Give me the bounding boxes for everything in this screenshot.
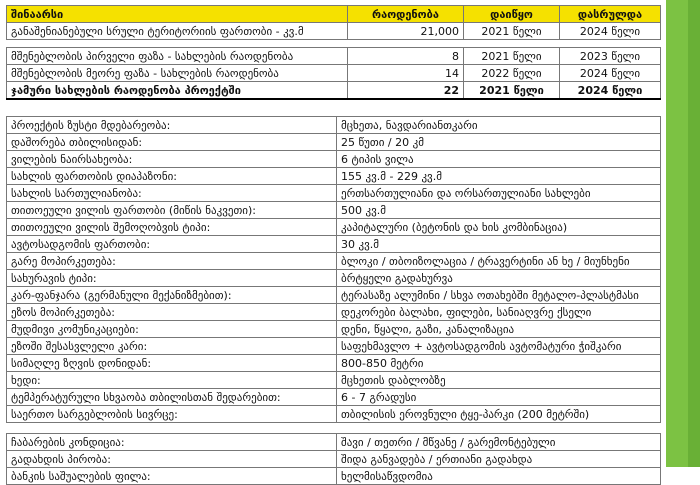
detail-label: სახურავის ტიპი:: [7, 270, 337, 287]
detail-value: ერთსართულიანი და ორსართულიანი სახლები: [337, 185, 661, 202]
detail-label: გარე მოპირკეთება:: [7, 253, 337, 270]
detail-value: საფეხმავლო + ავტოსადგომის ავტომატური ჭიშკარი: [337, 338, 661, 355]
detail-label: ავტოსადგომის ფართობი:: [7, 236, 337, 253]
detail-row: [7, 270, 661, 287]
detail-value: 155 კვ.მ - 229 კვ.მ: [337, 168, 661, 185]
detail-label: სიმაღლე ზღვის დონიდან:: [7, 355, 337, 372]
detail-label: ჩაბარების კონდიცია:: [7, 434, 337, 451]
area-finished: 2024 წელი: [560, 23, 661, 40]
detail-row: [7, 304, 661, 321]
detail-value: შიდა განვადება / ერთიანი გადახდა: [337, 451, 661, 468]
detail-value: ბრტყელი გადახურვა: [337, 270, 661, 287]
detail-value: თბილისის ეროვნული ტყე-პარკი (200 მეტრში): [337, 406, 661, 423]
detail-row: [7, 468, 661, 485]
total-row: [7, 82, 661, 100]
detail-label: ვილების ნაირსახეობა:: [7, 151, 337, 168]
detail-value: 800-850 მეტრი: [337, 355, 661, 372]
green-side-shade: [688, 0, 700, 467]
detail-label: საერთო სარგებლობის სივრცე:: [7, 406, 337, 423]
detail-row: [7, 202, 661, 219]
detail-label: დაშორება თბილისიდან:: [7, 134, 337, 151]
details-body: [7, 117, 661, 423]
detail-row: [7, 389, 661, 406]
total-label: ჯამური სახლების რაოდენობა პროექტში: [7, 82, 348, 100]
summary-table: [6, 5, 661, 40]
area-started: 2021 წელი: [464, 23, 560, 40]
summary-row-area: [7, 23, 661, 40]
detail-row: [7, 287, 661, 304]
total-count: 22: [348, 82, 464, 100]
detail-row: [7, 434, 661, 451]
conditions-body: [7, 434, 661, 485]
detail-value: შავი / თეთრი / მწვანე / გარემონტებული: [337, 434, 661, 451]
detail-row: [7, 406, 661, 423]
spacer: [6, 40, 660, 47]
phase2-label: მშენებლობის მეორე ფაზა - სახლების რაოდენობა: [7, 65, 348, 82]
phase2-count: 14: [348, 65, 464, 82]
phase1-label: მშენებლობის პირველი ფაზა - სახლების რაოდენობა: [7, 48, 348, 65]
detail-label: თითოეული ვილის შემოღობვის ტიპი:: [7, 219, 337, 236]
header-started: დაიწყო: [464, 6, 560, 23]
details-table: [6, 116, 661, 423]
detail-label: გადახდის პირობა:: [7, 451, 337, 468]
green-side-stripe: [666, 0, 700, 467]
phase-row: [7, 65, 661, 82]
detail-value: 6 ტიპის ვილა: [337, 151, 661, 168]
detail-row: [7, 219, 661, 236]
total-started: 2021 წელი: [464, 82, 560, 100]
detail-label: კარ-ფანჯარა (გერმანული მექანიზმებით):: [7, 287, 337, 304]
detail-value: 500 კვ.მ: [337, 202, 661, 219]
detail-row: [7, 451, 661, 468]
phases-table: [6, 47, 661, 100]
detail-value: ბლოკი / თბოიზოლაცია / ტრავერტინი ან ხე / მიუნხენი: [337, 253, 661, 270]
detail-label: ეზოში შესასვლელი კარი:: [7, 338, 337, 355]
phase1-count: 8: [348, 48, 464, 65]
detail-label: თითოეული ვილის ფართობი (მიწის ნაკვეთი):: [7, 202, 337, 219]
detail-value: დენი, წყალი, გაზი, კანალიზაცია: [337, 321, 661, 338]
detail-row: [7, 185, 661, 202]
phase-row: [7, 48, 661, 65]
detail-row: [7, 168, 661, 185]
header-content: შინაარსი: [7, 6, 348, 23]
detail-label: პროექტის ზუსტი მდებარეობა:: [7, 117, 337, 134]
total-finished: 2024 წელი: [560, 82, 661, 100]
detail-value: კაპიტალური (ბეტონის და ხის კომბინაცია): [337, 219, 661, 236]
detail-row: [7, 134, 661, 151]
area-value: 21,000: [348, 23, 464, 40]
detail-row: [7, 117, 661, 134]
detail-value: მცხეთის დაბლობზე: [337, 372, 661, 389]
detail-row: [7, 253, 661, 270]
phase1-started: 2021 წელი: [464, 48, 560, 65]
detail-value: 6 - 7 გრადუსი: [337, 389, 661, 406]
detail-row: [7, 338, 661, 355]
detail-value: ხელმისაწვდომია: [337, 468, 661, 485]
detail-row: [7, 372, 661, 389]
phase2-finished: 2024 წელი: [560, 65, 661, 82]
detail-label: სახლის ფართობის დიაპაზონი:: [7, 168, 337, 185]
detail-label: მუდმივი კომუნიკაციები:: [7, 321, 337, 338]
spacer: [6, 100, 660, 116]
phase1-finished: 2023 წელი: [560, 48, 661, 65]
detail-label: ტემპერატურული სხვაობა თბილისთან შედარებით:: [7, 389, 337, 406]
detail-value: ტერასაზე ალუმინი / სხვა ოთახებში მეტალო-პლასტმასი: [337, 287, 661, 304]
detail-row: [7, 151, 661, 168]
detail-row: [7, 355, 661, 372]
header-finished: დასრულდა: [560, 6, 661, 23]
conditions-table: [6, 433, 661, 485]
summary-header-row: [7, 6, 661, 23]
area-label: განაშენიანებული სრული ტერიტორიის ფართობი - კვ.მ: [7, 23, 348, 40]
header-quantity: რაოდენობა: [348, 6, 464, 23]
detail-value: მცხეთა, ნავდარიანთკარი: [337, 117, 661, 134]
detail-value: დეკორები ბალახი, ფილები, სანიაღვრე ქსელი: [337, 304, 661, 321]
phase2-started: 2022 წელი: [464, 65, 560, 82]
detail-value: 25 წუთი / 20 კმ: [337, 134, 661, 151]
detail-label: სახლის სართულიანობა:: [7, 185, 337, 202]
detail-row: [7, 321, 661, 338]
spacer: [6, 423, 660, 433]
detail-label: ეზოს მოპირკეთება:: [7, 304, 337, 321]
detail-label: ბანკის საშუალების ფილა:: [7, 468, 337, 485]
detail-row: [7, 236, 661, 253]
detail-label: ხედი:: [7, 372, 337, 389]
detail-value: 30 კვ.მ: [337, 236, 661, 253]
document-sheet: [6, 5, 660, 485]
